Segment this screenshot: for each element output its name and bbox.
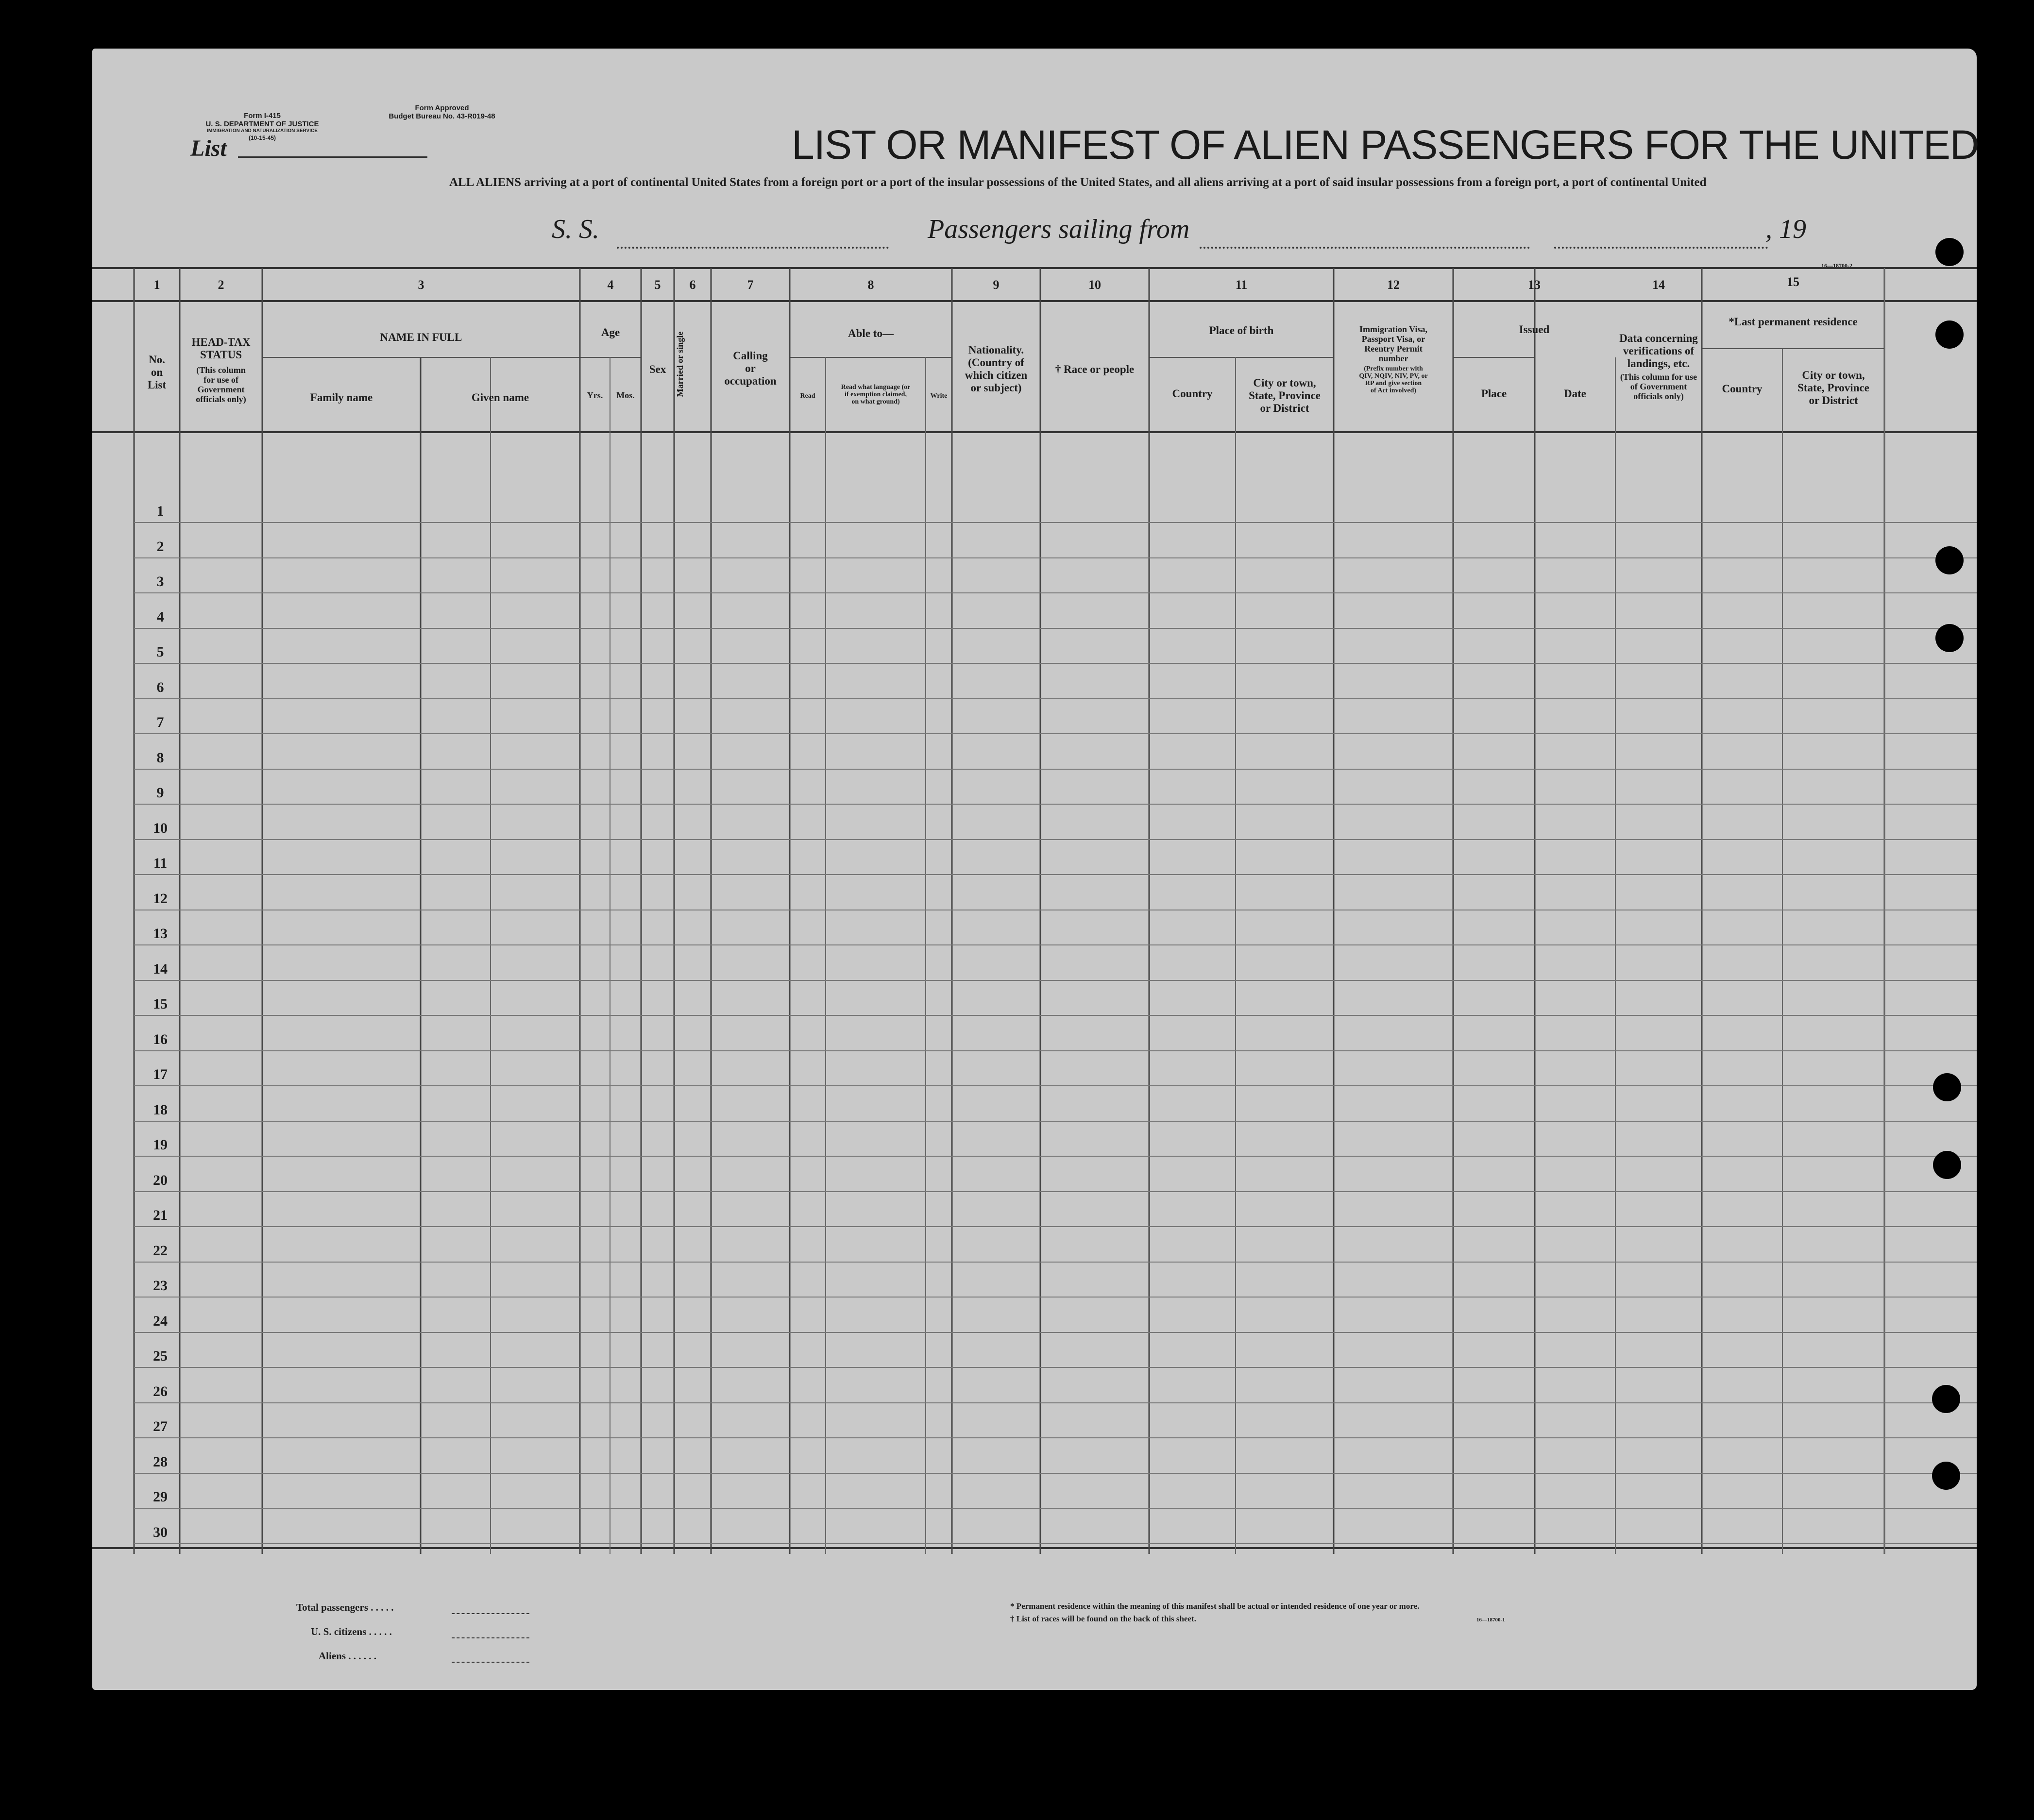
col-15-city-2: State, Province xyxy=(1797,382,1869,394)
punch-hole xyxy=(1932,1385,1960,1413)
footnote-races: † List of races will be found on the back of this sheet. xyxy=(1010,1614,1196,1623)
aliens-field[interactable] xyxy=(452,1662,529,1663)
total-passengers-label: Total passengers . . . . . xyxy=(296,1601,394,1613)
col-5-header: Sex xyxy=(649,363,666,375)
form-number: Form I-415 xyxy=(244,112,281,120)
footnote-code: 16—18700-1 xyxy=(1476,1617,1505,1623)
col-14-header xyxy=(1615,332,1702,401)
col-8-lang-3: on what ground) xyxy=(851,398,900,405)
row-number: 14 xyxy=(153,961,168,977)
total-passengers-text: Total passengers xyxy=(296,1601,368,1613)
col-8-lang-1: Read what language (or xyxy=(841,384,911,391)
col-10-header: † Race or people xyxy=(1055,363,1135,375)
col-2-line-2: STATUS xyxy=(200,349,242,361)
aliens-label: Aliens . . . . . . xyxy=(319,1650,377,1662)
col-4-header: Age xyxy=(601,326,620,338)
row-number: 23 xyxy=(153,1278,168,1294)
service: IMMIGRATION AND NATURALIZATION SERVICE xyxy=(207,128,318,134)
row-number: 20 xyxy=(153,1172,168,1188)
department: U. S. DEPARTMENT OF JUSTICE xyxy=(205,120,319,128)
col-3-header: NAME IN FULL xyxy=(380,331,462,343)
col-12-note-4: of Act involved) xyxy=(1370,387,1417,394)
row-number: 25 xyxy=(153,1348,168,1364)
col-14-line-1: Data concerning xyxy=(1619,332,1698,344)
punch-hole xyxy=(1933,1151,1961,1179)
row-number: 8 xyxy=(156,750,164,766)
col-8-write: Write xyxy=(930,392,948,400)
row-number: 10 xyxy=(153,820,168,836)
col-9-line-2: (Country of xyxy=(968,356,1024,369)
row-number: 29 xyxy=(153,1489,168,1505)
col-12-note-3: RP and give section xyxy=(1365,380,1422,387)
col-1-line-1: No. xyxy=(149,354,165,366)
col-13-header: Issued xyxy=(1519,323,1550,336)
col-12-num: 12 xyxy=(1387,278,1400,292)
col-15-city-3: or District xyxy=(1809,394,1858,406)
row-number: 19 xyxy=(153,1137,168,1153)
us-citizens-text: U. S. citizens xyxy=(311,1626,367,1637)
us-citizens-label: U. S. citizens . . . . . xyxy=(311,1626,392,1637)
col-12-line-4: number xyxy=(1378,354,1408,363)
punch-hole xyxy=(1935,238,1964,266)
col-12-line-3: Reentry Permit xyxy=(1364,344,1423,354)
row-number: 9 xyxy=(156,785,164,801)
row-number: 16 xyxy=(153,1031,168,1047)
row-number: 27 xyxy=(153,1418,168,1434)
total-passengers-field[interactable] xyxy=(452,1613,529,1614)
col-1-line-3: List xyxy=(147,379,167,391)
col-13-num: 13 xyxy=(1528,278,1541,292)
col-12-note-1: (Prefix number with xyxy=(1364,365,1423,372)
row-number: 30 xyxy=(153,1524,168,1540)
approval-line-2: Budget Bureau No. 43-R019-48 xyxy=(389,112,495,120)
col-7-line-1: Calling xyxy=(733,350,768,362)
col-9-line-4: or subject) xyxy=(970,382,1022,394)
col-15-city-1: City or town, xyxy=(1802,369,1865,381)
col-9-header xyxy=(952,344,1040,394)
col-7-num: 7 xyxy=(747,278,754,292)
col-12-note-2: QIV, NQIV, NIV, PV, or xyxy=(1359,372,1428,380)
year-label: , 19 xyxy=(1765,214,1806,244)
col-2-line-1: HEAD-TAX xyxy=(191,336,251,348)
row-number: 11 xyxy=(153,855,168,871)
col-13-place: Place xyxy=(1481,388,1507,400)
col-3-num: 3 xyxy=(418,278,424,292)
manifest-grid xyxy=(92,49,1977,1690)
col-14-note-3: officials only) xyxy=(1633,391,1684,401)
manifest-sheet xyxy=(92,49,1977,1690)
col-7-line-3: occupation xyxy=(724,375,777,387)
col-13-date: Date xyxy=(1564,388,1586,400)
col-6-header: Married or single xyxy=(675,331,685,397)
row-number: 28 xyxy=(153,1454,168,1470)
row-number: 18 xyxy=(153,1102,168,1118)
col-14-note xyxy=(1615,372,1702,401)
col-1-num: 1 xyxy=(153,278,160,292)
punch-hole xyxy=(1935,320,1964,349)
col-3-family: Family name xyxy=(310,391,373,404)
col-9-num: 9 xyxy=(993,278,1000,292)
col-14-note-1: (This column for use xyxy=(1620,372,1697,382)
col-11-country: Country xyxy=(1172,388,1213,400)
col-11-header: Place of birth xyxy=(1209,324,1274,337)
col-9-line-3: which citizen xyxy=(965,369,1028,381)
col-15-header: *Last permanent residence xyxy=(1729,316,1858,328)
col-11-num: 11 xyxy=(1235,278,1248,292)
col-15-country: Country xyxy=(1722,383,1763,395)
col-9-line-1: Nationality. xyxy=(968,344,1024,356)
col-2-header xyxy=(180,336,262,404)
col-4-yrs: Yrs. xyxy=(587,390,603,400)
col-4-mos: Mos. xyxy=(616,390,635,400)
col-7-header xyxy=(711,350,790,388)
col-3-given: Given name xyxy=(471,391,529,404)
col-8-header: Able to— xyxy=(848,327,894,339)
page-subtitle: ALL ALIENS arriving at a port of continental United States from a foreign port or a port of the insular possessions of the United States, and all aliens arriving at a port of said insular possessions from a foreign port, a port of continental United xyxy=(449,176,1707,189)
footnote-residence: * Permanent residence within the meaning of this manifest shall be actual or intended residence of one year or more. xyxy=(1010,1601,1420,1611)
col-12-note xyxy=(1334,365,1453,394)
ss-label: S. S. xyxy=(552,214,599,244)
col-8-num: 8 xyxy=(867,278,874,292)
row-number: 2 xyxy=(156,539,164,555)
col-11-city-2: State, Province xyxy=(1249,389,1321,402)
sailing-label: Passengers sailing from xyxy=(928,214,1190,244)
date-code: (10-15-45) xyxy=(248,135,276,141)
col-14-note-2: of Government xyxy=(1630,382,1687,391)
col-2-note-2: for use of xyxy=(203,375,238,385)
row-number: 3 xyxy=(156,573,164,590)
col-2-note-3: Government xyxy=(197,385,245,394)
punch-hole xyxy=(1932,1462,1960,1490)
col-14-line-3: landings, etc. xyxy=(1627,357,1690,370)
col-2-note xyxy=(180,365,262,404)
punch-hole xyxy=(1935,546,1964,574)
col-1-header xyxy=(134,354,180,391)
punch-hole xyxy=(1935,624,1964,652)
col-8-read: Read xyxy=(800,392,815,400)
col-15-city xyxy=(1782,369,1884,407)
row-number: 15 xyxy=(153,996,168,1012)
row-number: 22 xyxy=(153,1243,168,1259)
row-number: 12 xyxy=(153,891,168,907)
col-2-note-4: officials only) xyxy=(196,394,246,404)
col-11-city-3: or District xyxy=(1260,402,1309,414)
col-5-num: 5 xyxy=(654,278,661,292)
row-number: 6 xyxy=(156,679,164,695)
print-code: 16—18700-2 xyxy=(1821,262,1852,269)
us-citizens-field[interactable] xyxy=(452,1637,529,1638)
row-number: 13 xyxy=(153,926,168,942)
row-number: 7 xyxy=(156,714,164,730)
page-title: LIST OR MANIFEST OF ALIEN PASSENGERS FOR THE UNITED xyxy=(792,122,1979,168)
punch-hole xyxy=(1933,1073,1961,1101)
col-11-city-1: City or town, xyxy=(1253,377,1316,389)
col-14-line-2: verifications of xyxy=(1623,345,1695,357)
col-2-num: 2 xyxy=(218,278,224,292)
col-4-num: 4 xyxy=(607,278,614,292)
col-2-note-1: (This column xyxy=(196,365,246,375)
col-8-lang-2: if exemption claimed, xyxy=(845,391,907,398)
col-14-num: 14 xyxy=(1652,278,1665,292)
row-number: 1 xyxy=(156,503,164,519)
col-7-line-2: or xyxy=(745,362,756,374)
col-10-num: 10 xyxy=(1088,278,1101,292)
col-1-line-2: on xyxy=(151,366,163,378)
aliens-text: Aliens xyxy=(319,1650,346,1662)
col-6-num: 6 xyxy=(689,278,696,292)
col-12-line-1: Immigration Visa, xyxy=(1359,324,1427,334)
row-number: 4 xyxy=(156,609,164,625)
col-8-language xyxy=(826,384,926,405)
row-number: 5 xyxy=(156,644,164,660)
row-number: 17 xyxy=(153,1066,168,1082)
row-number: 24 xyxy=(153,1313,168,1329)
col-11-city xyxy=(1236,377,1334,415)
list-label: List xyxy=(190,135,227,161)
col-12-header xyxy=(1334,324,1453,394)
col-15-num: 15 xyxy=(1787,275,1799,289)
row-number: 21 xyxy=(153,1207,168,1223)
col-12-line-2: Passport Visa, or xyxy=(1361,334,1425,344)
approval-line-1: Form Approved xyxy=(415,104,469,112)
row-number: 26 xyxy=(153,1383,168,1399)
